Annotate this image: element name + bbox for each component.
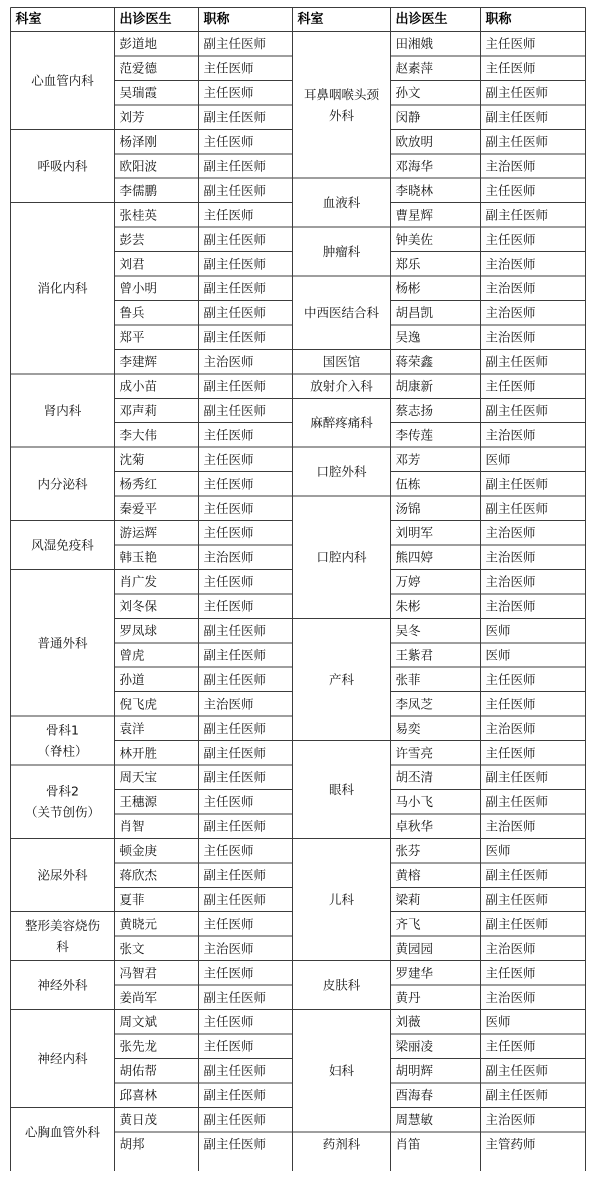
doctor-title: 副主任医师 xyxy=(485,1063,549,1079)
doctor-title: 主任医师 xyxy=(203,207,254,223)
doctor-name: 倪飞虎 xyxy=(119,696,158,712)
doctor-name: 范爱德 xyxy=(119,60,158,76)
doctor-title: 主治医师 xyxy=(203,549,254,565)
doctor-title: 主任医师 xyxy=(203,1038,254,1054)
doctor-name: 游运辉 xyxy=(119,525,158,541)
doctor-name: 许雪亮 xyxy=(395,745,434,761)
doctor-name: 田湘娥 xyxy=(395,36,434,52)
department-name: 科 xyxy=(56,939,69,955)
doctor-title: 主任医师 xyxy=(203,500,254,516)
department-name: 消化内科 xyxy=(37,280,88,296)
doctor-name: 卓秋华 xyxy=(395,818,434,834)
doctor-title: 副主任医师 xyxy=(203,182,267,198)
doctor-name: 闵静 xyxy=(395,109,421,125)
doctor-title: 副主任医师 xyxy=(485,916,549,932)
doctor-title: 副主任医师 xyxy=(203,818,267,834)
doctor-title: 医师 xyxy=(485,623,511,639)
doctor-name: 刘君 xyxy=(119,256,145,272)
doctor-name: 欧放明 xyxy=(395,134,434,150)
department-name: 整形美容烧伤 xyxy=(24,918,101,934)
doctor-name: 周天宝 xyxy=(119,769,158,785)
doctor-title: 医师 xyxy=(485,843,511,859)
department-name: 心胸血管外科 xyxy=(24,1124,101,1140)
doctor-name: 罗凤球 xyxy=(119,623,158,639)
doctor-name: 胡康新 xyxy=(395,378,434,394)
doctor-name: 钟美佐 xyxy=(395,231,434,247)
department-name: 口腔外科 xyxy=(316,464,367,480)
doctor-title: 主治医师 xyxy=(203,354,254,370)
column-header: 科室 xyxy=(15,11,42,27)
doctor-name: 黄园园 xyxy=(395,940,434,956)
doctor-name: 吴逸 xyxy=(395,329,421,345)
doctor-name: 王穗源 xyxy=(119,794,158,810)
doctor-title: 副主任医师 xyxy=(203,769,267,785)
doctor-name: 蒋欣杰 xyxy=(119,867,158,883)
doctor-title: 主任医师 xyxy=(485,378,536,394)
doctor-title: 副主任医师 xyxy=(203,647,267,663)
doctor-title: 主任医师 xyxy=(485,1038,536,1054)
doctor-name: 鲁兵 xyxy=(119,305,145,321)
doctor-name: 孙文 xyxy=(395,85,421,101)
doctor-name: 刘明军 xyxy=(395,525,434,541)
department-name: 风湿免疫科 xyxy=(31,537,94,553)
doctor-title: 主治医师 xyxy=(203,696,254,712)
doctor-name: 曾小明 xyxy=(119,280,158,296)
doctor-title: 主治医师 xyxy=(485,1112,536,1128)
doctor-name: 沈菊 xyxy=(119,451,145,467)
department-name: 呼吸内科 xyxy=(37,158,88,174)
doctor-title: 副主任医师 xyxy=(485,769,549,785)
department-name: 神经外科 xyxy=(37,977,88,993)
doctor-name: 李儒鹏 xyxy=(119,182,158,198)
doctor-name: 杨彬 xyxy=(395,280,421,296)
doctor-title: 主任医师 xyxy=(203,965,254,981)
doctor-name: 林开胜 xyxy=(119,745,158,761)
doctor-name: 马小飞 xyxy=(395,794,434,810)
doctor-title: 主任医师 xyxy=(203,916,254,932)
doctor-title: 副主任医师 xyxy=(203,231,267,247)
doctor-title: 主治医师 xyxy=(485,305,536,321)
doctor-title: 主治医师 xyxy=(485,256,536,272)
doctor-title: 主治医师 xyxy=(485,158,536,174)
doctor-name: 赵素萍 xyxy=(395,60,434,76)
doctor-name: 黄晓元 xyxy=(119,916,158,932)
doctor-name: 齐飞 xyxy=(395,916,421,932)
doctor-title: 副主任医师 xyxy=(485,134,549,150)
doctor-title: 副主任医师 xyxy=(485,867,549,883)
doctor-name: 邓海华 xyxy=(395,158,434,174)
doctor-title: 主任医师 xyxy=(485,182,536,198)
doctor-name: 蔡志扬 xyxy=(395,402,434,418)
doctor-name: 罗建华 xyxy=(395,965,434,981)
doctor-name: 曹星辉 xyxy=(395,207,434,223)
doctor-name: 李传莲 xyxy=(395,427,434,443)
doctor-title: 医师 xyxy=(485,647,511,663)
doctor-title: 副主任医师 xyxy=(203,671,267,687)
doctor-title: 主任医师 xyxy=(203,60,254,76)
doctor-name: 李大伟 xyxy=(119,427,158,443)
department-name: 皮肤科 xyxy=(322,977,361,993)
doctor-name: 张先龙 xyxy=(119,1038,158,1054)
doctor-title: 主任医师 xyxy=(485,745,536,761)
doctor-title: 主任医师 xyxy=(203,574,254,590)
doctor-title: 主任医师 xyxy=(485,231,536,247)
doctor-name: 肖笛 xyxy=(395,1136,421,1152)
schedule-grid xyxy=(10,7,586,1171)
doctor-name: 张桂英 xyxy=(119,207,158,223)
doctor-title: 副主任医师 xyxy=(203,378,267,394)
doctor-title: 副主任医师 xyxy=(203,745,267,761)
doctor-title: 主治医师 xyxy=(203,940,254,956)
doctor-title: 副主任医师 xyxy=(203,158,267,174)
doctor-title: 主任医师 xyxy=(203,525,254,541)
department-name: 国医馆 xyxy=(322,354,361,370)
doctor-name: 成小苗 xyxy=(119,378,158,394)
department-name: 眼科 xyxy=(328,781,355,797)
doctor-name: 彭芸 xyxy=(119,231,145,247)
doctor-name: 邓声莉 xyxy=(119,402,158,418)
doctor-title: 副主任医师 xyxy=(485,794,549,810)
doctor-title: 主管药师 xyxy=(485,1136,536,1152)
department-name: 耳鼻咽喉头颈 xyxy=(303,86,380,102)
doctor-title: 主治医师 xyxy=(485,940,536,956)
doctor-title: 副主任医师 xyxy=(203,402,267,418)
doctor-title: 主任医师 xyxy=(203,1014,254,1030)
doctor-name: 刘冬保 xyxy=(119,598,158,614)
department-name: 中西医结合科 xyxy=(303,305,380,321)
doctor-name: 冯智君 xyxy=(119,965,158,981)
doctor-name: 伍栋 xyxy=(395,476,421,492)
doctor-title: 副主任医师 xyxy=(485,85,549,101)
doctor-title: 主治医师 xyxy=(485,329,536,345)
doctor-title: 副主任医师 xyxy=(203,623,267,639)
doctor-name: 梁莉 xyxy=(395,891,421,907)
doctor-title: 副主任医师 xyxy=(203,720,267,736)
doctor-name: 肖广发 xyxy=(119,574,158,590)
doctor-title: 副主任医师 xyxy=(485,207,549,223)
doctor-title: 主治医师 xyxy=(485,549,536,565)
column-header: 科室 xyxy=(297,11,324,27)
doctor-name: 蒋荣鑫 xyxy=(395,354,434,370)
doctor-title: 主任医师 xyxy=(203,598,254,614)
doctor-title: 主任医师 xyxy=(203,794,254,810)
doctor-name: 黄榕 xyxy=(395,867,421,883)
doctor-name: 胡邦 xyxy=(119,1136,145,1152)
department-name: 儿科 xyxy=(328,891,355,907)
department-name: 外科 xyxy=(328,107,355,123)
doctor-title: 主任医师 xyxy=(485,60,536,76)
doctor-schedule-table xyxy=(10,7,586,1171)
department-name: 妇科 xyxy=(328,1063,355,1079)
doctor-name: 熊四婷 xyxy=(395,549,434,565)
doctor-name: 邱喜林 xyxy=(119,1087,158,1103)
doctor-name: 酉海春 xyxy=(395,1087,434,1103)
doctor-title: 主任医师 xyxy=(203,843,254,859)
doctor-name: 曾虎 xyxy=(119,647,145,663)
doctor-name: 易奕 xyxy=(395,720,421,736)
doctor-name: 刘薇 xyxy=(395,1014,421,1030)
doctor-name: 郑乐 xyxy=(395,256,421,272)
doctor-name: 彭道地 xyxy=(119,36,158,52)
doctor-title: 主治医师 xyxy=(485,818,536,834)
department-name: 口腔内科 xyxy=(316,549,367,565)
doctor-name: 王紫君 xyxy=(395,647,434,663)
doctor-name: 黄日茂 xyxy=(119,1112,158,1128)
department-name: 心血管内科 xyxy=(31,72,94,88)
doctor-title: 主治医师 xyxy=(485,574,536,590)
doctor-title: 副主任医师 xyxy=(203,867,267,883)
doctor-name: 李晓林 xyxy=(395,182,434,198)
doctor-name: 韩玉艳 xyxy=(119,549,158,565)
doctor-title: 主任医师 xyxy=(203,451,254,467)
doctor-name: 杨秀红 xyxy=(119,476,158,492)
department-name: 血液科 xyxy=(322,195,361,211)
department-name: 肿瘤科 xyxy=(322,244,361,260)
doctor-title: 主治医师 xyxy=(485,989,536,1005)
department-name: 泌尿外科 xyxy=(37,867,88,883)
doctor-name: 胡昌凯 xyxy=(395,305,434,321)
column-header: 出诊医生 xyxy=(395,11,448,27)
doctor-name: 姜尚军 xyxy=(119,989,158,1005)
doctor-name: 朱彬 xyxy=(395,598,421,614)
doctor-title: 主任医师 xyxy=(203,134,254,150)
doctor-name: 邓芳 xyxy=(395,451,421,467)
doctor-title: 副主任医师 xyxy=(203,305,267,321)
doctor-title: 主任医师 xyxy=(203,427,254,443)
doctor-title: 主任医师 xyxy=(485,671,536,687)
doctor-title: 副主任医师 xyxy=(485,476,549,492)
doctor-name: 孙道 xyxy=(119,671,145,687)
department-name: 骨科2 xyxy=(46,783,79,799)
doctor-title: 副主任医师 xyxy=(485,354,549,370)
doctor-name: 张菲 xyxy=(395,671,421,687)
department-name: 放射介入科 xyxy=(310,378,373,394)
department-name: 麻醉疼痛科 xyxy=(310,415,373,431)
doctor-name: 李建辉 xyxy=(119,354,158,370)
doctor-title: 主治医师 xyxy=(485,598,536,614)
doctor-title: 主任医师 xyxy=(203,476,254,492)
department-name: 神经内科 xyxy=(37,1050,88,1066)
department-name: 产科 xyxy=(328,671,355,687)
doctor-title: 主治医师 xyxy=(485,525,536,541)
doctor-name: 吴瑞霞 xyxy=(119,85,158,101)
doctor-name: 万婷 xyxy=(395,574,421,590)
doctor-title: 副主任医师 xyxy=(485,109,549,125)
column-header: 职称 xyxy=(203,11,230,27)
doctor-name: 胡丕清 xyxy=(395,769,434,785)
doctor-title: 副主任医师 xyxy=(203,329,267,345)
doctor-name: 张芬 xyxy=(395,843,421,859)
doctor-title: 主任医师 xyxy=(485,36,536,52)
department-name: 肾内科 xyxy=(43,402,82,418)
doctor-name: 汤锦 xyxy=(395,500,421,516)
department-name: （脊柱） xyxy=(37,743,88,759)
doctor-title: 主治医师 xyxy=(485,720,536,736)
department-name: （关节创伤） xyxy=(24,804,101,820)
doctor-title: 副主任医师 xyxy=(203,109,267,125)
doctor-name: 胡佑帮 xyxy=(119,1063,158,1079)
doctor-title: 副主任医师 xyxy=(485,891,549,907)
doctor-title: 副主任医师 xyxy=(203,280,267,296)
doctor-title: 副主任医师 xyxy=(203,891,267,907)
doctor-name: 秦爱平 xyxy=(119,500,158,516)
department-name: 骨科1 xyxy=(46,722,79,738)
doctor-name: 顿金庚 xyxy=(119,843,158,859)
doctor-title: 主任医师 xyxy=(485,965,536,981)
doctor-title: 主治医师 xyxy=(485,280,536,296)
doctor-title: 副主任医师 xyxy=(203,1112,267,1128)
doctor-name: 杨泽刚 xyxy=(119,134,158,150)
doctor-title: 副主任医师 xyxy=(203,989,267,1005)
department-name: 药剂科 xyxy=(322,1136,361,1152)
doctor-title: 主任医师 xyxy=(485,696,536,712)
doctor-name: 黄丹 xyxy=(395,989,421,1005)
doctor-title: 主治医师 xyxy=(485,427,536,443)
doctor-name: 梁丽凌 xyxy=(395,1038,434,1054)
doctor-title: 医师 xyxy=(485,1014,511,1030)
doctor-name: 刘芳 xyxy=(119,109,145,125)
doctor-name: 袁洋 xyxy=(119,720,145,736)
doctor-title: 主任医师 xyxy=(203,85,254,101)
column-header: 出诊医生 xyxy=(119,11,172,27)
doctor-title: 副主任医师 xyxy=(485,500,549,516)
doctor-name: 李凤芝 xyxy=(395,696,434,712)
doctor-title: 医师 xyxy=(485,451,511,467)
doctor-name: 周慧敏 xyxy=(395,1112,434,1128)
department-name: 普通外科 xyxy=(37,635,88,651)
doctor-title: 副主任医师 xyxy=(203,1063,267,1079)
doctor-name: 胡明辉 xyxy=(395,1063,434,1079)
doctor-title: 副主任医师 xyxy=(485,402,549,418)
doctor-title: 副主任医师 xyxy=(203,36,267,52)
doctor-title: 副主任医师 xyxy=(203,1136,267,1152)
doctor-name: 肖智 xyxy=(119,818,145,834)
doctor-name: 欧阳波 xyxy=(119,158,158,174)
doctor-title: 副主任医师 xyxy=(485,1087,549,1103)
doctor-name: 张文 xyxy=(119,940,145,956)
doctor-name: 周文斌 xyxy=(119,1014,158,1030)
doctor-name: 夏菲 xyxy=(119,891,145,907)
column-header: 职称 xyxy=(485,11,512,27)
doctor-title: 副主任医师 xyxy=(203,1087,267,1103)
doctor-name: 郑平 xyxy=(119,329,145,345)
doctor-title: 副主任医师 xyxy=(203,256,267,272)
doctor-name: 吴冬 xyxy=(395,623,421,639)
department-name: 内分泌科 xyxy=(37,476,88,492)
